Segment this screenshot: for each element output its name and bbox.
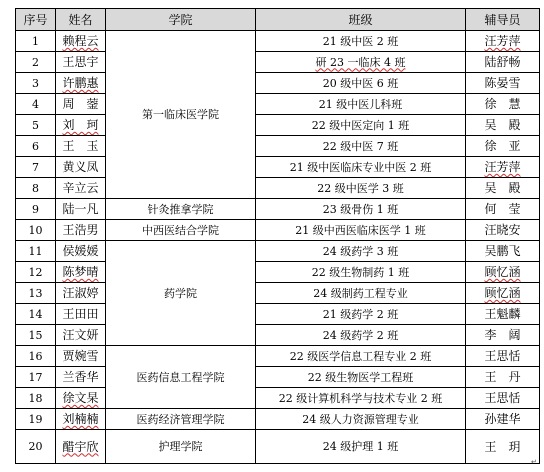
table-row [16, 199, 540, 220]
row-name: 刘 珂 [56, 115, 106, 136]
row-name: 王思宇 [56, 52, 106, 73]
table-row [16, 73, 540, 94]
table-row [16, 94, 540, 115]
row-class: 22 级计算机科学与技术专业 2 班 [256, 388, 466, 409]
row-no: 1 [16, 31, 56, 52]
row-class: 24 级药学 2 班 [256, 325, 466, 346]
row-class: 20 级中医 6 班 [256, 73, 466, 94]
paragraph-mark-icon: ↵ [531, 458, 537, 466]
college-cell: 中西医结合学院 [106, 220, 256, 241]
row-counselor: 吴鹏飞 [466, 241, 540, 262]
row-name: 汪淑婷 [56, 283, 106, 304]
table-row [16, 388, 540, 409]
table-row [16, 283, 540, 304]
college-cell: 护理学院 [106, 430, 256, 464]
row-class: 21 级中医儿科班 [256, 94, 466, 115]
row-name: 许鹏惠 [56, 73, 106, 94]
row-class: 22 级生物制药 1 班 [256, 262, 466, 283]
row-no: 18 [16, 388, 56, 409]
table-row [16, 241, 540, 262]
row-no: 8 [16, 178, 56, 199]
row-class: 22 级中医定向 1 班 [256, 115, 466, 136]
table-row [16, 304, 540, 325]
row-counselor: 吴 殿 [466, 178, 540, 199]
student-counselor-table [15, 8, 540, 464]
row-no: 7 [16, 157, 56, 178]
row-counselor: 王魁麟 [466, 304, 540, 325]
table-row [16, 430, 540, 464]
row-name: 王 玉 [56, 136, 106, 157]
row-counselor: 顾忆涵 [466, 283, 540, 304]
row-class: 研 23 一临床 4 班 [256, 52, 466, 73]
row-no: 6 [16, 136, 56, 157]
row-no: 15 [16, 325, 56, 346]
row-no: 20 [16, 430, 56, 464]
row-class: 24 级药学 3 班 [256, 241, 466, 262]
college-cell: 针灸推拿学院 [106, 199, 256, 220]
row-no: 17 [16, 367, 56, 388]
row-class: 23 级骨伤 1 班 [256, 199, 466, 220]
row-counselor: 何 莹 [466, 199, 540, 220]
row-name: 侯媛媛 [56, 241, 106, 262]
row-counselor: 王 玥 [466, 430, 540, 464]
row-counselor: 吴 殿 [466, 115, 540, 136]
row-class: 21 级中医临床专业中医 2 班 [256, 157, 466, 178]
table-row [16, 262, 540, 283]
row-name: 王田田 [56, 304, 106, 325]
row-class: 21 级中西医临床医学 1 班 [256, 220, 466, 241]
college-cell: 医药信息工程学院 [106, 346, 256, 409]
row-name: 陈梦晴 [56, 262, 106, 283]
row-class: 21 级中医 2 班 [256, 31, 466, 52]
header-class: 班级 [256, 9, 466, 31]
row-name: 赖程云 [56, 31, 106, 52]
header-college: 学院 [106, 9, 256, 31]
row-counselor: 李 阔 [466, 325, 540, 346]
row-name: 兰香华 [56, 367, 106, 388]
row-class: 22 级生物医学工程班 [256, 367, 466, 388]
table-row [16, 115, 540, 136]
row-class: 24 级制药工程专业 [256, 283, 466, 304]
header-counselor: 辅导员 [466, 9, 540, 31]
row-no: 10 [16, 220, 56, 241]
table-row [16, 178, 540, 199]
row-class: 24 级护理 1 班 [256, 430, 466, 464]
row-no: 19 [16, 409, 56, 430]
row-no: 4 [16, 94, 56, 115]
college-cell: 第一临床医学院 [106, 31, 256, 199]
row-no: 16 [16, 346, 56, 367]
row-class: 22 级医学信息工程专业 2 班 [256, 346, 466, 367]
row-name: 王浩男 [56, 220, 106, 241]
table-row [16, 52, 540, 73]
header-name: 姓名 [56, 9, 106, 31]
row-name: 贾婉雪 [56, 346, 106, 367]
table-row [16, 136, 540, 157]
row-name: 醋宇欣 [56, 430, 106, 464]
row-no: 2 [16, 52, 56, 73]
row-no: 11 [16, 241, 56, 262]
row-class: 21 级药学 2 班 [256, 304, 466, 325]
header-row [16, 9, 540, 31]
row-counselor: 汪晓安 [466, 220, 540, 241]
row-name: 陆一凡 [56, 199, 106, 220]
table-row [16, 31, 540, 52]
row-no: 3 [16, 73, 56, 94]
row-counselor: 陆舒畅 [466, 52, 540, 73]
college-cell: 医药经济管理学院 [106, 409, 256, 430]
row-no: 9 [16, 199, 56, 220]
row-counselor: 陈晏雪 [466, 73, 540, 94]
row-counselor: 汪芳萍 [466, 157, 540, 178]
college-cell: 药学院 [106, 241, 256, 346]
row-class: 24 级人力资源管理专业 [256, 409, 466, 430]
row-no: 14 [16, 304, 56, 325]
row-counselor: 王 丹 [466, 367, 540, 388]
row-counselor: 孙建华 [466, 409, 540, 430]
table-row [16, 346, 540, 367]
row-counselor: 汪芳萍 [466, 31, 540, 52]
row-class: 22 级中医学 3 班 [256, 178, 466, 199]
row-name: 黄义凤 [56, 157, 106, 178]
table-row [16, 157, 540, 178]
table-row [16, 409, 540, 430]
row-name: 辛立云 [56, 178, 106, 199]
row-name: 徐文杲 [56, 388, 106, 409]
row-no: 13 [16, 283, 56, 304]
row-name: 刘楠楠 [56, 409, 106, 430]
header-no: 序号 [16, 9, 56, 31]
row-no: 12 [16, 262, 56, 283]
row-counselor: 王思恬 [466, 346, 540, 367]
row-class: 22 级中医 7 班 [256, 136, 466, 157]
table-row [16, 367, 540, 388]
row-no: 5 [16, 115, 56, 136]
row-name: 汪文妍 [56, 325, 106, 346]
table-row [16, 325, 540, 346]
row-counselor: 顾忆涵 [466, 262, 540, 283]
row-name: 周 蓥 [56, 94, 106, 115]
row-counselor: 徐 亚 [466, 136, 540, 157]
row-counselor: 王思恬 [466, 388, 540, 409]
table-row [16, 220, 540, 241]
row-counselor: 徐 慧 [466, 94, 540, 115]
